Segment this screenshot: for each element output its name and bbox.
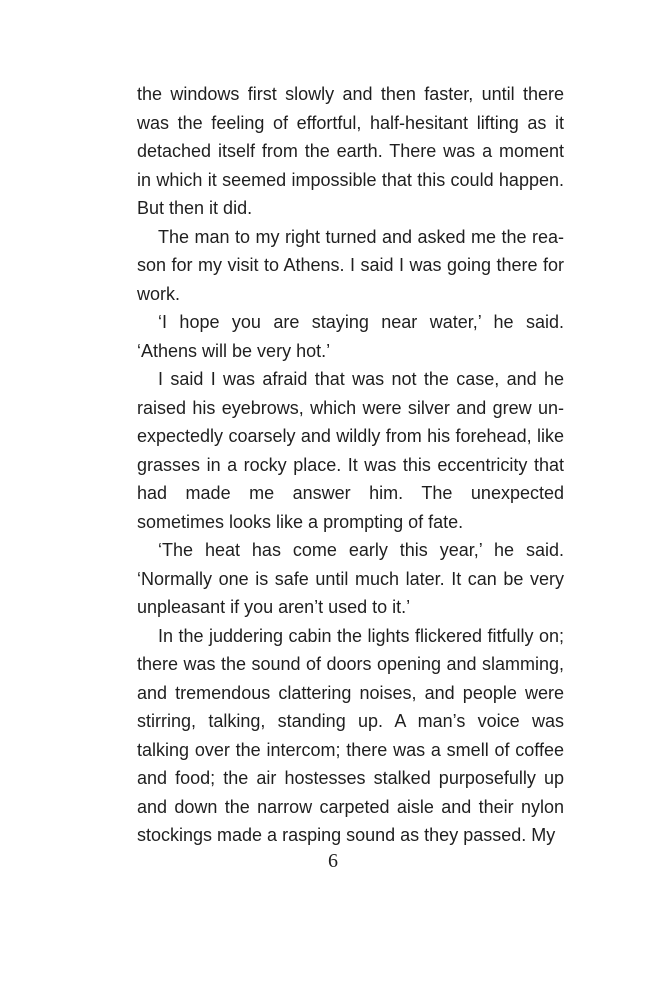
paragraph-6: In the juddering cabin the lights flickered fitfully on; there was the sound of doors opening and slamming, and tremendous clattering noises, and people were stirring, talking, standing up. A man’s voice was talking over the intercom; there was a smell of coffee and food; the air hostesses stalked purposefully up and down the narrow carpeted aisle and their nylon stockings made a rasping sound as they passed. My [137, 625, 564, 845]
paragraph-1: the windows first slowly and then faster, until there was the feeling of effortful, half-hesitant lifting as it detached itself from the earth. There was a moment in which it seemed impossible that this could happen. But then it did. [137, 84, 564, 218]
paragraph-4: I said I was afraid that was not the case, and he raised his eyebrows, which were silver and grew unexpectedly coarsely and wildly from his forehead, like grasses in a rocky place. It was this eccentricity that had made me answer him. The unexpected sometimes looks like a prompting of fate. [137, 369, 564, 532]
paragraph-3: ‘I hope you are staying near water,’ he said. ‘Athens will be very hot.’ [137, 312, 564, 361]
paragraph-5: ‘The heat has come early this year,’ he said. ‘Normally one is safe until much later. It can be very unpleasant if you aren’t used to it.’ [137, 540, 564, 617]
body-text [137, 80, 564, 850]
paragraph-2: The man to my right turned and asked me the reason for my visit to Athens. I said I was going there for work. [137, 226, 564, 304]
page-number: 6 [328, 850, 338, 872]
